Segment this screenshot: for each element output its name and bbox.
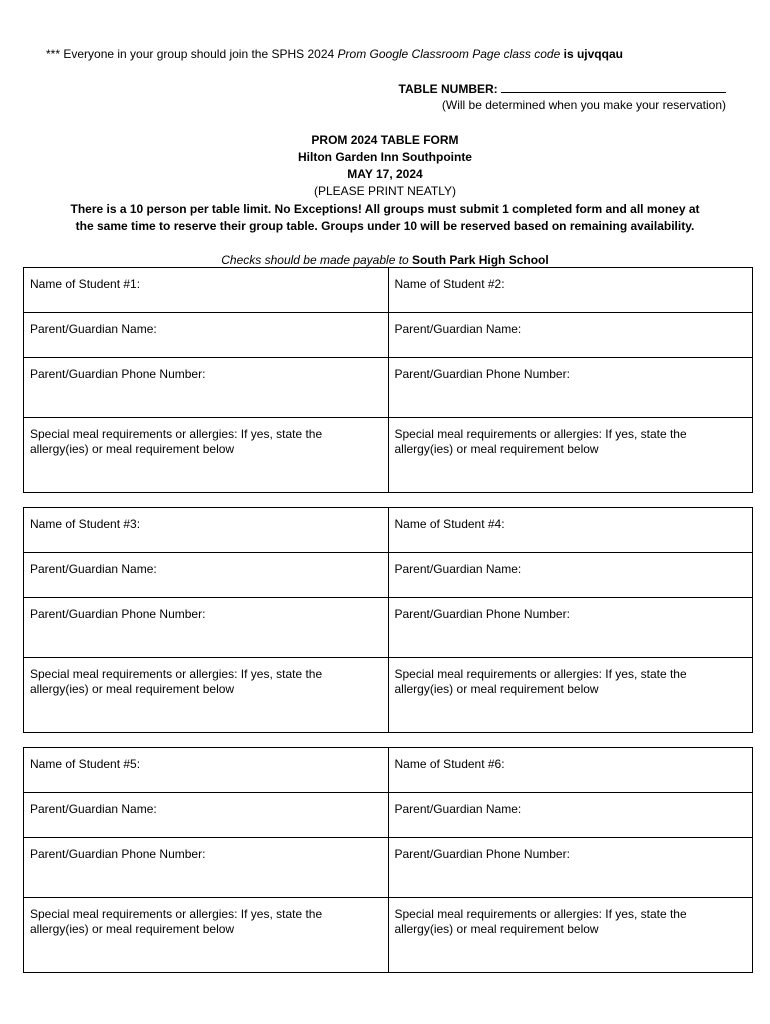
meal-field[interactable] [24,658,389,733]
parent-name-field[interactable] [24,793,389,838]
parent-phone-label: Parent/Guardian Phone Number: [30,847,206,861]
parent-phone-label: Parent/Guardian Phone Number: [394,367,570,381]
rule-line-1: There is a 10 person per table limit. No Exceptions! All groups must submit 1 completed form and all money at [70,202,700,216]
table-number-label: TABLE NUMBER: [398,82,498,96]
student-label: Name of Student #4: [394,517,505,531]
student-name-field[interactable] [24,268,389,313]
classroom-note [46,47,623,61]
parent-phone-label: Parent/Guardian Phone Number: [394,847,570,861]
parent-phone-field[interactable] [24,358,389,418]
note-prefix: *** Everyone in your group should join the SPHS 2024 [46,47,338,61]
meal-field[interactable] [24,418,389,493]
meal-field[interactable] [388,898,753,973]
student-group-2 [23,507,753,733]
meal-label-2: allergy(ies) or meal requirement below [394,442,599,456]
checks-note [0,253,770,267]
parent-phone-field[interactable] [24,838,389,898]
meal-field[interactable] [388,418,753,493]
form-title: PROM 2024 TABLE FORM [311,133,459,147]
venue: Hilton Garden Inn Southpointe [298,150,472,164]
parent-name-field[interactable] [388,553,753,598]
checks-payee: South Park High School [412,253,549,267]
parent-phone-field[interactable] [388,598,753,658]
student-name-field[interactable] [388,508,753,553]
parent-name-field[interactable] [24,313,389,358]
meal-label-1: Special meal requirements or allergies: If yes, state the [394,667,687,681]
student-label: Name of Student #1: [30,277,141,291]
parent-name-field[interactable] [388,313,753,358]
student-name-field[interactable] [24,508,389,553]
student-label: Name of Student #5: [30,757,141,771]
parent-name-label: Parent/Guardian Name: [394,322,522,336]
parent-name-label: Parent/Guardian Name: [394,802,522,816]
parent-name-label: Parent/Guardian Name: [30,562,157,576]
student-label: Name of Student #6: [394,757,505,771]
parent-name-field[interactable] [388,793,753,838]
meal-label-2: allergy(ies) or meal requirement below [30,682,235,696]
parent-phone-label: Parent/Guardian Phone Number: [30,607,206,621]
meal-label-2: allergy(ies) or meal requirement below [30,922,235,936]
checks-italic: Checks should be made payable to [221,253,413,267]
meal-field[interactable] [388,658,753,733]
student-label: Name of Student #2: [394,277,505,291]
meal-label-1: Special meal requirements or allergies: If yes, state the [394,427,687,441]
student-group-3 [23,747,753,973]
meal-label-2: allergy(ies) or meal requirement below [394,682,599,696]
table-number-line [399,81,726,96]
print-note: (PLEASE PRINT NEATLY) [313,184,457,198]
parent-phone-field[interactable] [388,358,753,418]
parent-name-field[interactable] [24,553,389,598]
meal-label-1: Special meal requirements or allergies: If yes, state the [30,427,323,441]
meal-label-1: Special meal requirements or allergies: If yes, state the [394,907,687,921]
rule-line-2: the same time to reserve their group table. Groups under 10 will be reserved based on remaining availability. [75,219,695,233]
event-date: MAY 17, 2024 [347,167,423,181]
meal-label-1: Special meal requirements or allergies: If yes, state the [30,667,323,681]
note-code: is ujvqqau [560,47,623,61]
student-label: Name of Student #3: [30,517,141,531]
table-number-blank[interactable] [501,81,726,93]
parent-name-label: Parent/Guardian Name: [30,322,157,336]
student-name-field[interactable] [388,268,753,313]
note-italic: Prom Google Classroom Page class code [337,47,561,61]
meal-label-1: Special meal requirements or allergies: If yes, state the [30,907,323,921]
parent-phone-label: Parent/Guardian Phone Number: [394,607,570,621]
meal-field[interactable] [24,898,389,973]
meal-label-2: allergy(ies) or meal requirement below [30,442,235,456]
student-name-field[interactable] [388,748,753,793]
student-group-1 [23,267,753,493]
parent-phone-field[interactable] [388,838,753,898]
table-number-hint: (Will be determined when you make your reservation) [441,98,726,112]
student-name-field[interactable] [24,748,389,793]
meal-label-2: allergy(ies) or meal requirement below [394,922,599,936]
parent-phone-label: Parent/Guardian Phone Number: [30,367,206,381]
parent-name-label: Parent/Guardian Name: [30,802,157,816]
parent-name-label: Parent/Guardian Name: [394,562,522,576]
parent-phone-field[interactable] [24,598,389,658]
